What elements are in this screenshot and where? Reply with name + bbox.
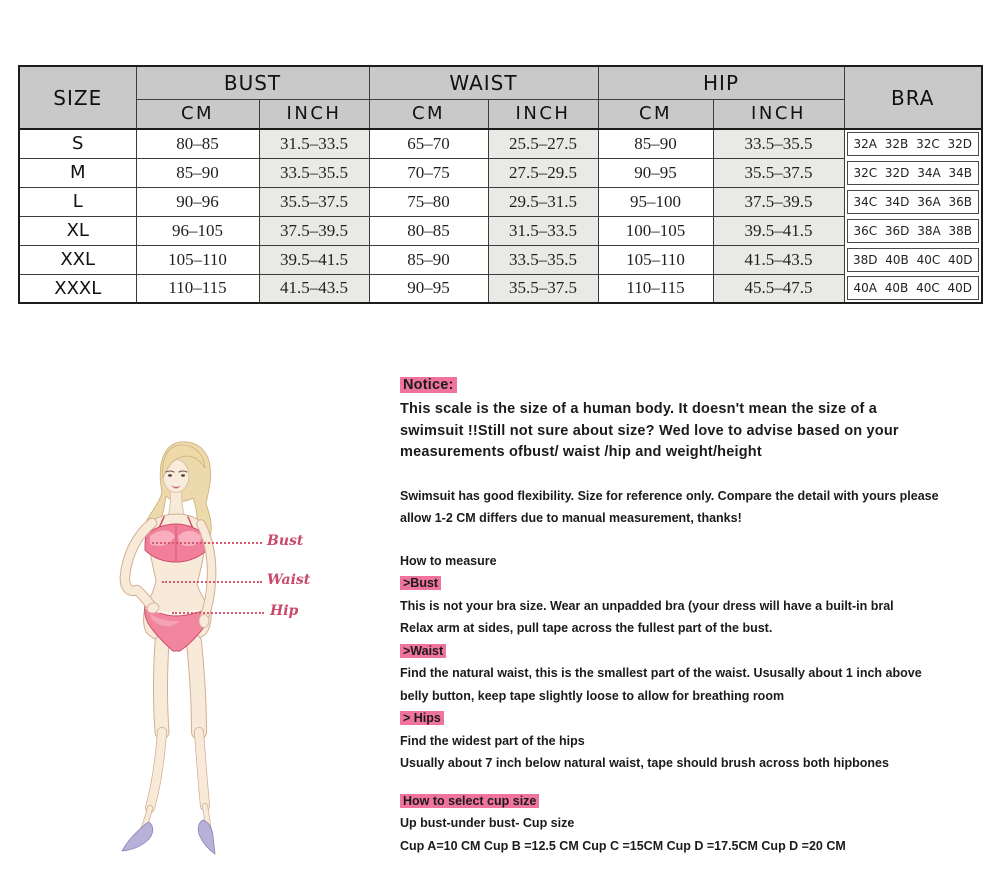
cup-size-line: Up bust-under bust- Cup size bbox=[400, 816, 575, 830]
hip-inch-value: 37.5–39.5 bbox=[713, 187, 844, 216]
bust-cm-value: 90–96 bbox=[136, 187, 259, 216]
hips-instruction-line: Usually about 7 inch below natural waist, tape should brush across both hipbones bbox=[400, 756, 889, 770]
bra-value-cell bbox=[844, 245, 982, 274]
hip-dotted-line bbox=[172, 612, 264, 614]
waist-cm-value: 75–80 bbox=[369, 187, 488, 216]
hip-cm-value: 105–110 bbox=[598, 245, 713, 274]
bust-dotted-line bbox=[152, 542, 262, 544]
bust-section-heading-row bbox=[400, 572, 988, 595]
bust-cm-value: 96–105 bbox=[136, 216, 259, 245]
flexibility-line: Swimsuit has good flexibility. Size for reference only. Compare the detail with yours please bbox=[400, 488, 939, 503]
bust-group-header: BUST bbox=[136, 66, 369, 99]
bust-inch-value: 31.5–33.5 bbox=[259, 129, 369, 158]
bra-value-cell bbox=[844, 274, 982, 303]
waist-dotted-line bbox=[162, 581, 262, 583]
notice-paragraph bbox=[400, 399, 988, 464]
bra-value-cell bbox=[844, 129, 982, 158]
waist-cm-value: 80–85 bbox=[369, 216, 488, 245]
table-row bbox=[19, 187, 982, 216]
bust-cm-value: 80–85 bbox=[136, 129, 259, 158]
waist-section-heading-row bbox=[400, 640, 988, 663]
size-column-header: SIZE bbox=[19, 66, 136, 129]
bra-value-cell bbox=[844, 158, 982, 187]
waist-inch-value: 31.5–33.5 bbox=[488, 216, 598, 245]
bust-inch-value: 39.5–41.5 bbox=[259, 245, 369, 274]
hip-inch-value: 45.5–47.5 bbox=[713, 274, 844, 303]
info-text-column bbox=[400, 372, 988, 857]
hip-cm-value: 95–100 bbox=[598, 187, 713, 216]
bust-instruction-line: Relax arm at sides, pull tape across the fullest part of the bust. bbox=[400, 621, 773, 635]
body-measurement-illustration bbox=[100, 430, 400, 870]
waist-instruction-line: Find the natural waist, this is the smallest part of the waist. Ususally about 1 inch above bbox=[400, 666, 922, 680]
hip-cm-value: 85–90 bbox=[598, 129, 713, 158]
hip-inch-value: 33.5–35.5 bbox=[713, 129, 844, 158]
notice-line: measurements ofbust/ waist /hip and weight/height bbox=[400, 444, 762, 460]
bra-values: 32C 32D 34A 34B bbox=[847, 161, 980, 185]
bust-inch-value: 37.5–39.5 bbox=[259, 216, 369, 245]
cup-size-heading: How to select cup size bbox=[400, 794, 539, 808]
bust-inch-value: 35.5–37.5 bbox=[259, 187, 369, 216]
bust-instruction-line: This is not your bra size. Wear an unpadded bra (your dress will have a built-in bral bbox=[400, 598, 894, 613]
waist-inch-value: 33.5–35.5 bbox=[488, 245, 598, 274]
bust-inch-value: 33.5–35.5 bbox=[259, 158, 369, 187]
waist-section-heading: >Waist bbox=[400, 644, 446, 658]
waist-cm-value: 70–75 bbox=[369, 158, 488, 187]
flexibility-paragraph bbox=[400, 485, 988, 530]
waist-cm-value: 85–90 bbox=[369, 245, 488, 274]
bra-values: 32A 32B 32C 32D bbox=[847, 132, 980, 156]
bust-cm-header: CM bbox=[136, 99, 259, 129]
size-value: S bbox=[19, 129, 136, 158]
waist-figure-label: Waist bbox=[267, 572, 311, 588]
bra-value-cell bbox=[844, 187, 982, 216]
bra-values: 40A 40B 40C 40D bbox=[847, 276, 980, 300]
hip-cm-value: 100–105 bbox=[598, 216, 713, 245]
hip-inch-value: 41.5–43.5 bbox=[713, 245, 844, 274]
size-value: L bbox=[19, 187, 136, 216]
hips-section-heading-row bbox=[400, 707, 988, 730]
table-row bbox=[19, 274, 982, 303]
hip-figure-label: Hip bbox=[270, 603, 299, 619]
how-to-measure-heading: How to measure bbox=[400, 553, 497, 568]
hips-section-heading: > Hips bbox=[400, 711, 444, 725]
hip-cm-header: CM bbox=[598, 99, 713, 129]
table-row bbox=[19, 158, 982, 187]
size-chart-table bbox=[18, 65, 983, 304]
waist-group-header: WAIST bbox=[369, 66, 598, 99]
cup-size-line: Cup A=10 CM Cup B =12.5 CM Cup C =15CM Cup D =17.5CM Cup D =20 CM bbox=[400, 838, 846, 853]
size-value: M bbox=[19, 158, 136, 187]
waist-cm-value: 65–70 bbox=[369, 129, 488, 158]
table-row bbox=[19, 129, 982, 158]
bust-cm-value: 105–110 bbox=[136, 245, 259, 274]
waist-inch-value: 35.5–37.5 bbox=[488, 274, 598, 303]
waist-cm-value: 90–95 bbox=[369, 274, 488, 303]
hips-instruction-line: Find the widest part of the hips bbox=[400, 733, 585, 748]
bust-section-heading: >Bust bbox=[400, 576, 441, 590]
bust-inch-header: INCH bbox=[259, 99, 369, 129]
bra-value-cell bbox=[844, 216, 982, 245]
bust-cm-value: 85–90 bbox=[136, 158, 259, 187]
size-value: XXL bbox=[19, 245, 136, 274]
hip-cm-value: 90–95 bbox=[598, 158, 713, 187]
bust-figure-label: Bust bbox=[267, 533, 304, 549]
size-value: XL bbox=[19, 216, 136, 245]
hip-inch-value: 35.5–37.5 bbox=[713, 158, 844, 187]
bra-values: 36C 36D 38A 38B bbox=[847, 219, 980, 243]
cup-size-heading-row bbox=[400, 790, 988, 813]
waist-instruction-line: belly button, keep tape slightly loose to allow for breathing room bbox=[400, 688, 785, 703]
hip-inch-header: INCH bbox=[713, 99, 844, 129]
waist-inch-header: INCH bbox=[488, 99, 598, 129]
table-row bbox=[19, 216, 982, 245]
hip-cm-value: 110–115 bbox=[598, 274, 713, 303]
bust-inch-value: 41.5–43.5 bbox=[259, 274, 369, 303]
bust-cm-value: 110–115 bbox=[136, 274, 259, 303]
table-row bbox=[19, 245, 982, 274]
notice-line: swimsuit !!Still not sure about size? Wed love to advise based on your bbox=[400, 422, 899, 439]
size-value: XXXL bbox=[19, 274, 136, 303]
waist-inch-value: 25.5–27.5 bbox=[488, 129, 598, 158]
bra-column-header: BRA bbox=[844, 66, 982, 129]
waist-inch-value: 29.5–31.5 bbox=[488, 187, 598, 216]
bra-values: 38D 40B 40C 40D bbox=[847, 248, 980, 272]
waist-cm-header: CM bbox=[369, 99, 488, 129]
hip-group-header: HIP bbox=[598, 66, 844, 99]
flexibility-line: allow 1-2 CM differs due to manual measurement, thanks! bbox=[400, 511, 742, 525]
notice-line: This scale is the size of a human body. It doesn't mean the size of a bbox=[400, 401, 878, 417]
bra-values: 34C 34D 36A 36B bbox=[847, 190, 980, 214]
waist-inch-value: 27.5–29.5 bbox=[488, 158, 598, 187]
notice-heading: Notice: bbox=[400, 377, 457, 393]
hip-inch-value: 39.5–41.5 bbox=[713, 216, 844, 245]
notice-heading-row bbox=[400, 376, 988, 394]
